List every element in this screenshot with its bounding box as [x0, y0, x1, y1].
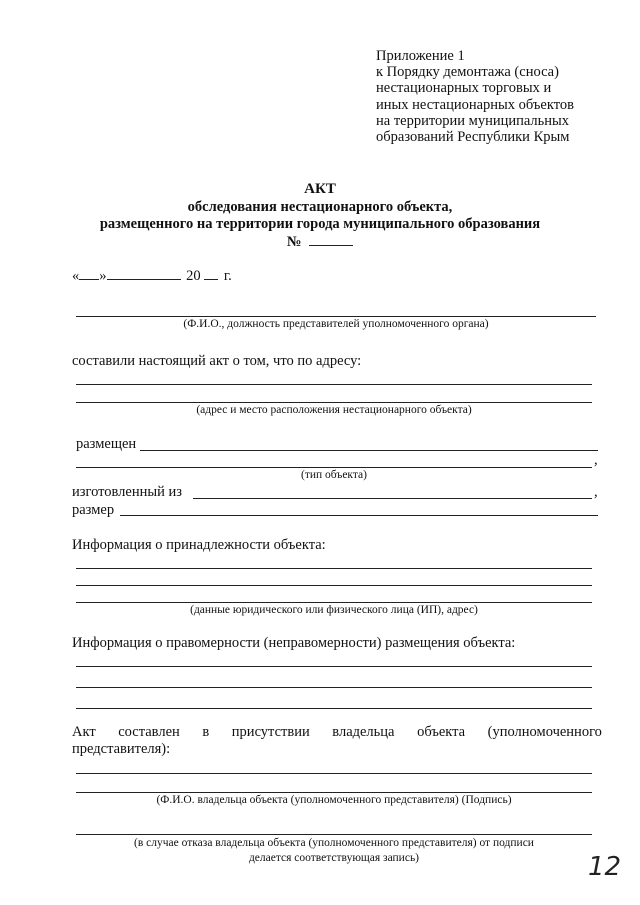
- officials-caption: (Ф.И.О., должность представителей уполномоченного органа): [183, 318, 489, 330]
- presence-word: составлен: [118, 724, 180, 740]
- object-type-caption: (тип объекта): [301, 469, 367, 481]
- ownership-line-2[interactable]: [76, 585, 592, 586]
- presence-line-2: представителя):: [72, 741, 171, 757]
- legality-line-3[interactable]: [76, 708, 592, 709]
- day-blank[interactable]: [79, 267, 99, 280]
- act-subtitle-1: обследования нестационарного объекта,: [187, 199, 453, 215]
- date-open-quote: «: [72, 268, 80, 284]
- act-subtitle-2: размещенного на территории города муниципального образования: [99, 216, 541, 232]
- owner-line-2[interactable]: [76, 792, 592, 793]
- legality-line-1[interactable]: [76, 666, 592, 667]
- act-title: АКТ: [304, 181, 336, 197]
- legality-heading: Информация о правомерности (неправомерности) размещения объекта:: [72, 635, 516, 651]
- placed-label: размещен: [76, 436, 137, 452]
- compiled-text: составили настоящий акт о том, что по адресу:: [72, 353, 362, 369]
- act-number: [0, 233, 640, 251]
- appendix-line: на территории муниципальных: [376, 112, 570, 129]
- year-suffix: г.: [223, 268, 232, 284]
- address-line-2[interactable]: [76, 402, 592, 403]
- appendix-line: нестационарных торговых и: [376, 80, 552, 97]
- object-type-comma: ,: [594, 452, 598, 468]
- presence-word: объекта: [417, 724, 466, 740]
- number-label: №: [286, 234, 302, 250]
- size-label: размер: [72, 502, 115, 518]
- appendix-line: иных нестационарных объектов: [376, 96, 574, 113]
- owner-signature-caption: (Ф.И.О. владельца объекта (уполномоченного представителя) (Подпись): [156, 794, 512, 806]
- presence-word: владельца: [332, 724, 395, 740]
- appendix-line: к Порядку демонтажа (сноса): [376, 64, 559, 81]
- owner-line-1[interactable]: [76, 773, 592, 774]
- made-of-label: изготовленный из: [72, 484, 182, 500]
- made-of-line[interactable]: [193, 498, 592, 499]
- appendix-line: Приложение 1: [376, 48, 465, 64]
- year-prefix: 20: [186, 268, 201, 284]
- page-number: 12: [588, 852, 622, 882]
- address-caption: (адрес и место расположения нестационарного объекта): [196, 404, 472, 416]
- presence-line-1: [72, 724, 602, 741]
- owner-data-caption: (данные юридического или физического лица (ИП), адрес): [190, 604, 478, 616]
- ownership-heading: Информация о принадлежности объекта:: [72, 537, 326, 553]
- object-type-line[interactable]: [76, 467, 592, 468]
- presence-word: (уполномоченного: [487, 724, 602, 740]
- ownership-line-1[interactable]: [76, 568, 592, 569]
- year-blank[interactable]: [204, 267, 218, 280]
- date-line: [72, 267, 232, 285]
- refusal-line[interactable]: [76, 834, 592, 835]
- address-line-1[interactable]: [76, 384, 592, 385]
- legality-line-2[interactable]: [76, 687, 592, 688]
- refusal-caption-1: (в случае отказа владельца объекта (уполномоченного представителя) от подписи: [134, 837, 534, 849]
- ownership-line-3[interactable]: [76, 602, 592, 603]
- date-close-quote: »: [99, 268, 107, 284]
- size-line[interactable]: [120, 515, 598, 516]
- made-of-comma: ,: [594, 484, 598, 500]
- number-blank[interactable]: [309, 233, 353, 246]
- presence-word: в: [202, 724, 210, 740]
- placed-line[interactable]: [140, 450, 598, 451]
- presence-word: присутствии: [231, 724, 310, 740]
- appendix-block: [376, 48, 626, 145]
- presence-word: Акт: [72, 724, 96, 740]
- refusal-caption-2: делается соответствующая запись): [248, 852, 420, 864]
- month-blank[interactable]: [107, 267, 181, 280]
- appendix-line: образований Республики Крым: [376, 129, 570, 146]
- officials-line[interactable]: [76, 316, 596, 317]
